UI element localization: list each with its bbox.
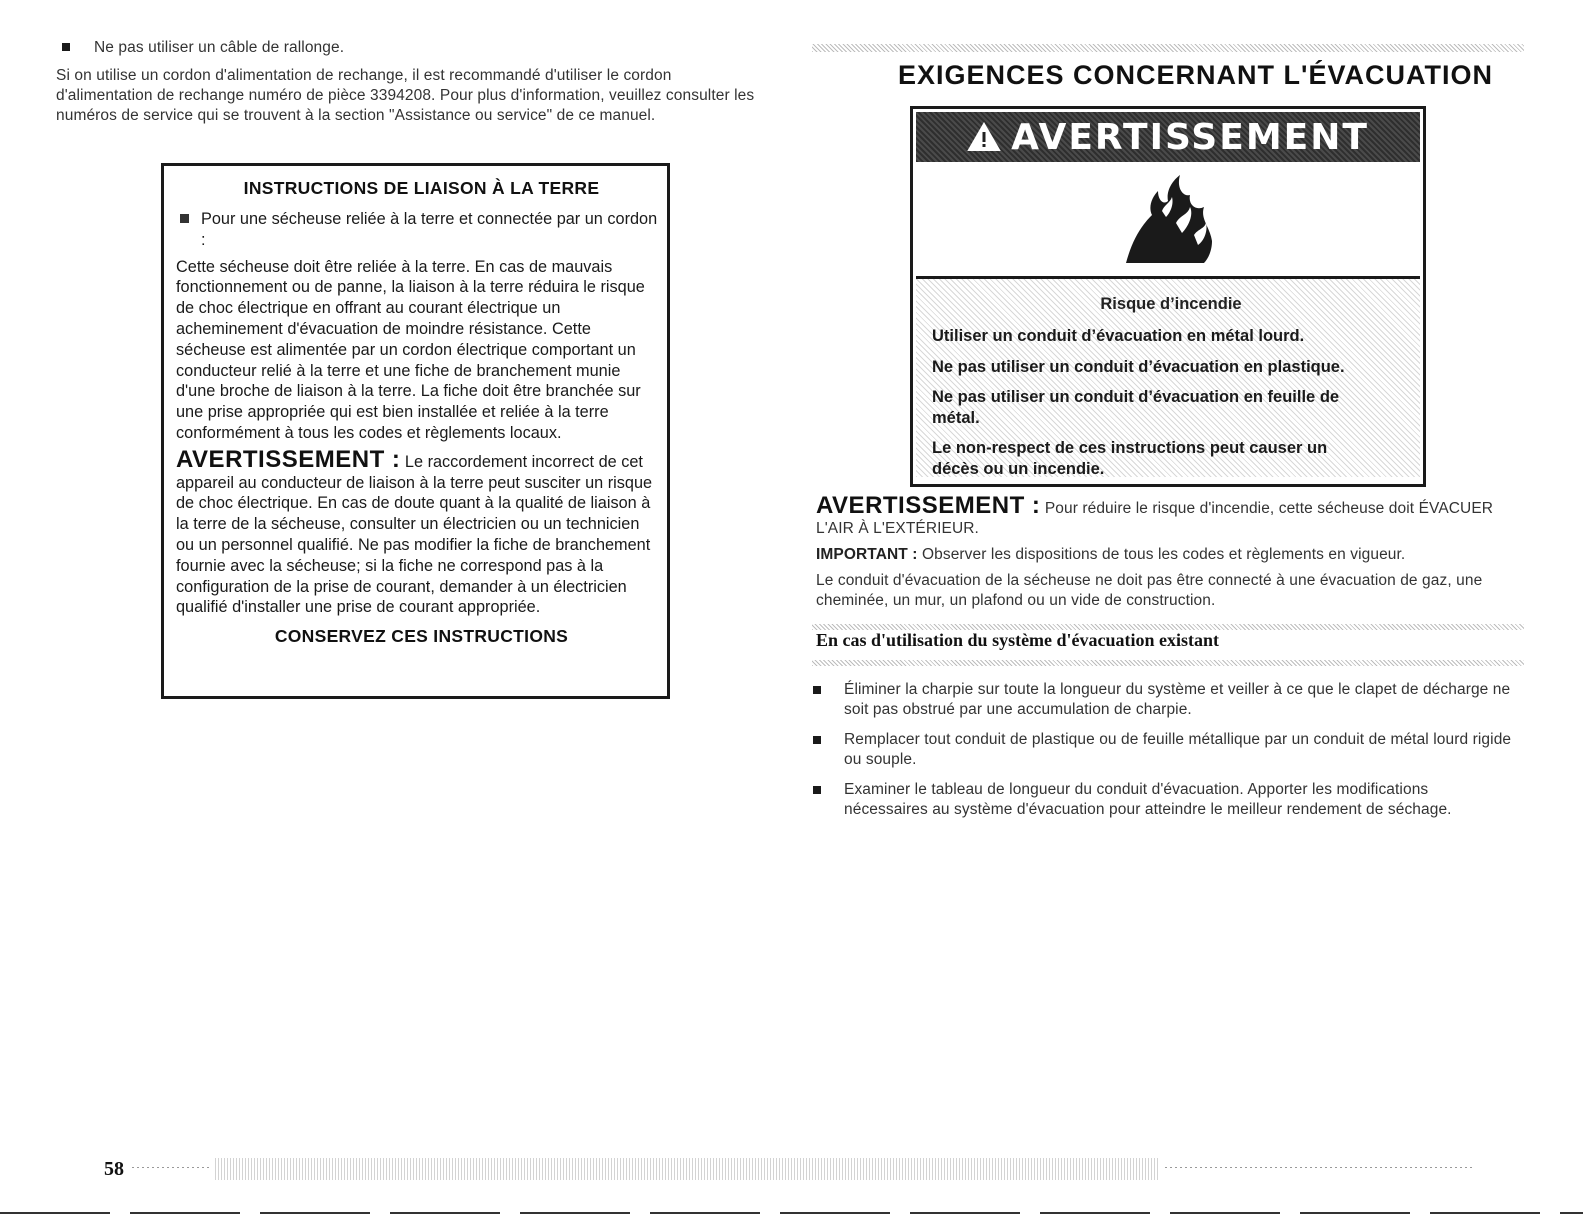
warning-line: Ne pas utiliser un conduit d’évacuation en plastique. xyxy=(932,357,1345,376)
grounding-title: INSTRUCTIONS DE LIAISON À LA TERRE xyxy=(243,178,600,198)
footer-dotted-line xyxy=(1165,1167,1475,1168)
bullet-text: Examiner le tableau de longueur du conduit d'évacuation. Apporter les modifications nécessaires au système d'évacuation pour atteindre le meilleur rendement de séchage. xyxy=(844,781,1452,818)
bottom-rule xyxy=(0,1212,1583,1214)
list-item xyxy=(810,780,1515,820)
warning-body xyxy=(916,279,1420,477)
warning-header xyxy=(916,112,1420,162)
warning-line: Utiliser un conduit d’évacuation en métal lourd. xyxy=(932,327,1305,345)
keep-instructions-label: CONSERVEZ CES INSTRUCTIONS xyxy=(274,626,569,647)
bullet-square-icon xyxy=(813,736,821,744)
list-item xyxy=(56,38,756,58)
list-item xyxy=(176,209,659,251)
grounding-paragraph: Cette sécheuse doit être reliée à la terre. En cas de mauvais fonctionnement ou de panne, la liaison à la terre réduira le risque de choc électrique en offrant au courant électrique un acheminement d'évacuation de moindre résistance. Cette sécheuse est alimentée par un cordon électrique comportant un conducteur relié à la terre et une fiche de branchement munie d'une broche de liaison à la terre. La fiche doit être branchée sur une prise appropriée qui est bien installée et reliée à la terre conformément à tous les codes et règlements locaux. xyxy=(176,257,645,442)
warning-label: AVERTISSEMENT : xyxy=(816,492,1041,519)
top-hatch-bar xyxy=(812,44,1524,52)
subsection-hatch-bottom xyxy=(812,660,1524,666)
bullet-text: Pour une sécheuse reliée à la terre et connectée par un cordon : xyxy=(201,210,658,249)
warning-line: Ne pas utiliser un conduit d’évacuation en feuille de métal. xyxy=(932,388,1340,427)
exhaust-warning xyxy=(816,492,1521,539)
fire-warning-box xyxy=(910,106,1426,487)
bullet-square-icon xyxy=(62,43,70,51)
grounding-instructions-box xyxy=(161,163,670,699)
important-text: Observer les dispositions de tous les codes et règlements en vigueur. xyxy=(917,546,1406,563)
bullet-text: Remplacer tout conduit de plastique ou de feuille métallique par un conduit de métal lourd rigide ou souple. xyxy=(844,731,1512,768)
section-title: EXIGENCES CONCERNANT L'ÉVACUATION xyxy=(898,60,1493,90)
fire-icon xyxy=(1118,171,1218,267)
warning-line: Le non-respect de ces instructions peut causer un décès ou un incendie. xyxy=(932,439,1328,478)
warning-triangle-icon xyxy=(967,122,1001,152)
important-note xyxy=(816,545,1521,565)
warning-header-label: AVERTISSEMENT xyxy=(1011,116,1369,158)
warning-label: AVERTISSEMENT : xyxy=(176,445,401,473)
bullet-square-icon xyxy=(813,686,821,694)
bullet-text: Éliminer la charpie sur toute la longueur du système et veiller à ce que le clapet de décharge ne soit pas obstrué par une accumulation de charpie. xyxy=(844,681,1511,718)
exhaust-warning-block xyxy=(816,492,1521,611)
list-item xyxy=(810,730,1515,770)
footer-hatch-strip xyxy=(215,1158,1160,1180)
subsection-title: En cas d'utilisation du système d'évacuation existant xyxy=(816,630,1220,650)
risk-title: Risque d’incendie xyxy=(1100,295,1242,313)
page-number: 58 xyxy=(104,1158,124,1180)
warning-text: Le raccordement incorrect de cet appareil au conducteur de liaison à la terre peut susciter un risque de choc électrique. En cas de doute quant à la qualité de liaison à la terre de la sécheuse, consulter un électricien ou un technicien ou un personnel qualifié. Ne pas modifier la fiche de branchement fournie avec la sécheuse; si la fiche ne correspond pas à la configuration de la prise de courant, demander à un électricien qualifié d'installer une prise de courant appropriée. xyxy=(176,452,653,617)
important-label: IMPORTANT : xyxy=(816,546,918,563)
existing-exhaust-subsection xyxy=(810,621,1525,660)
bullet-square-icon xyxy=(180,214,189,223)
list-item xyxy=(810,680,1515,720)
grounding-warning xyxy=(176,445,659,618)
bullet-square-icon xyxy=(813,786,821,794)
bullet-text: Ne pas utiliser un câble de rallonge. xyxy=(94,39,345,56)
exhaust-paragraph: Le conduit d'évacuation de la sécheuse ne doit pas être connecté à une évacuation de gaz, une cheminée, un mur, un plafond ou un vide de construction. xyxy=(816,572,1483,609)
warning-text: Pour réduire le risque d'incendie, cette sécheuse doit ÉVACUER L'AIR À L'EXTÉRIEUR. xyxy=(816,500,1494,537)
replacement-cord-paragraph: Si on utilise un cordon d'alimentation de rechange, il est recommandé d'utiliser le cordon d'alimentation de rechange numéro de pièce 3394208. Pour plus d'information, veuillez consulter les numéros de service qui se trouvent à la section "Assistance ou service" de ce manuel. xyxy=(56,67,755,124)
existing-exhaust-list xyxy=(810,680,1515,830)
fire-hazard-area xyxy=(916,162,1420,279)
left-column xyxy=(56,38,756,126)
footer-dotted-line xyxy=(132,1167,212,1168)
